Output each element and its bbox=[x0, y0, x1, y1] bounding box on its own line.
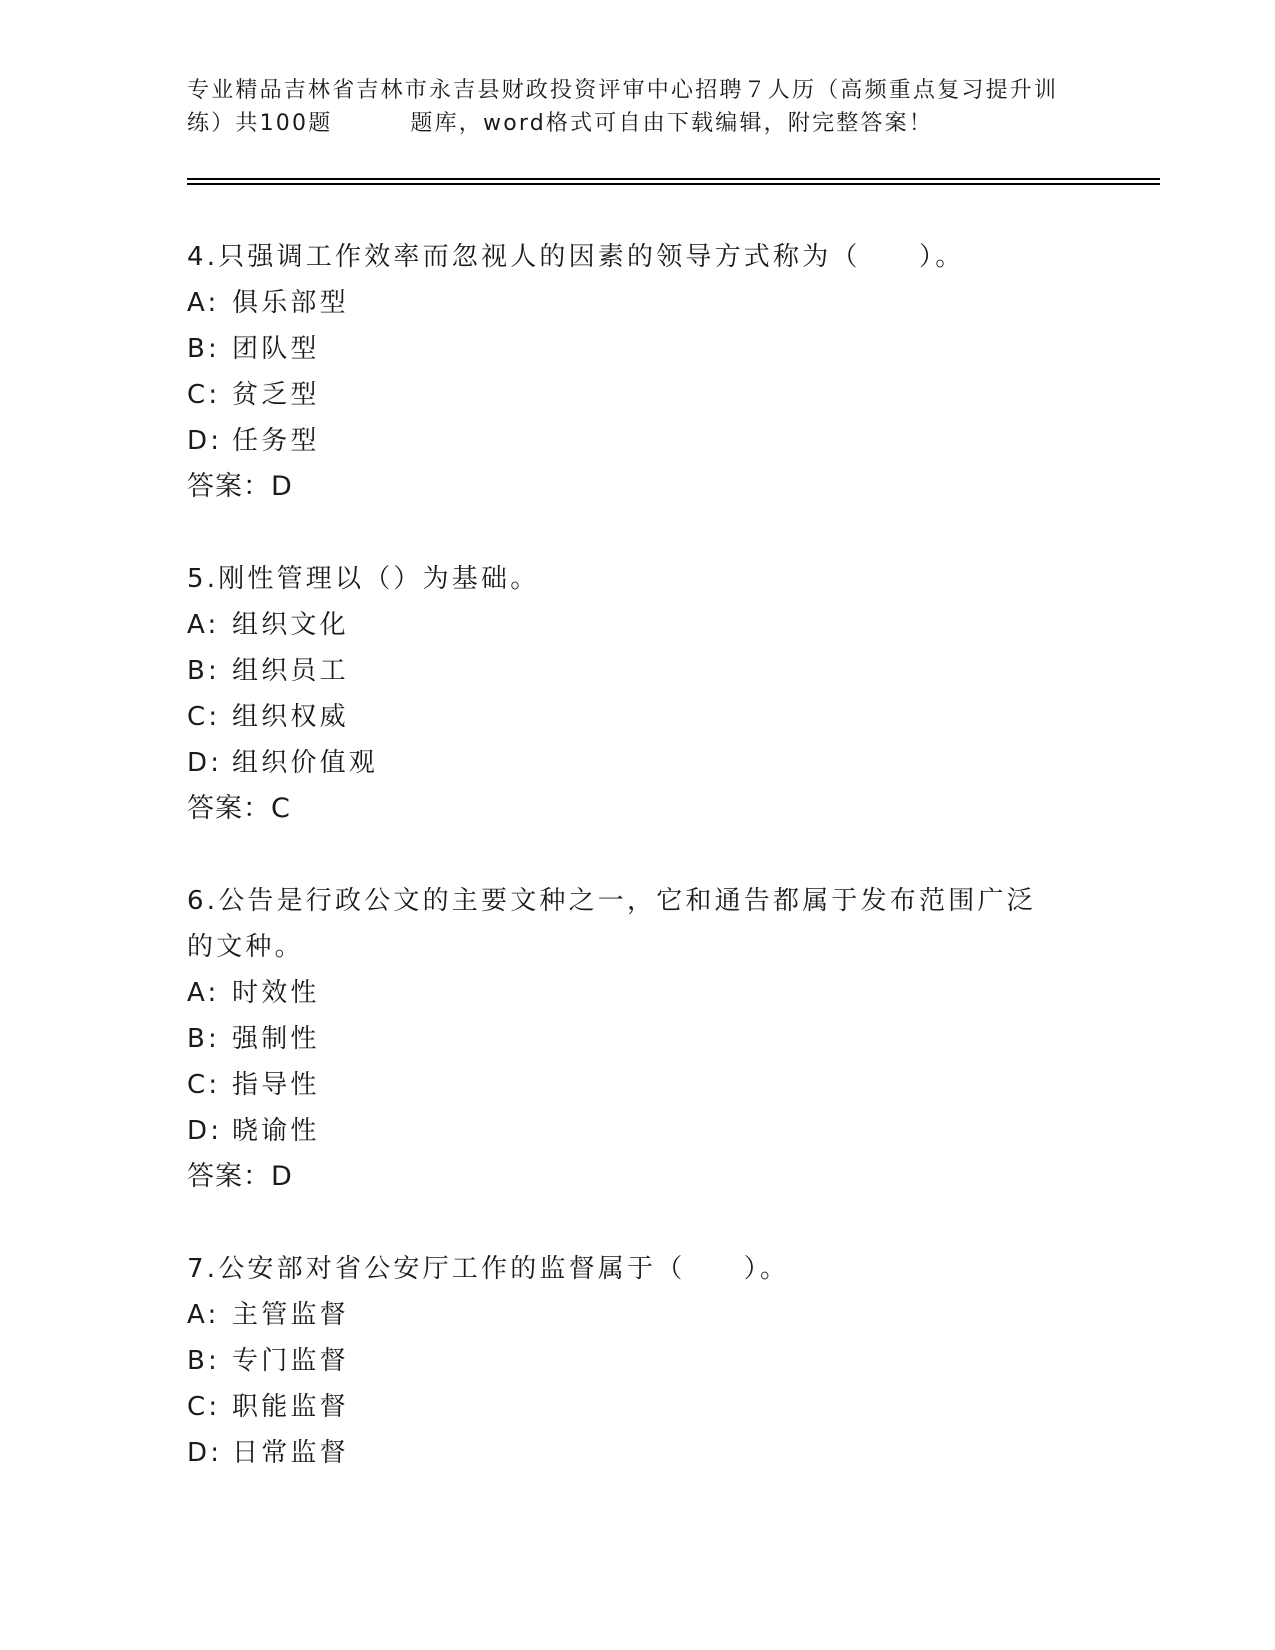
option-text: 主管监督 bbox=[232, 1300, 349, 1330]
option-c bbox=[187, 372, 1087, 418]
option-d bbox=[187, 1108, 1087, 1154]
question-4 bbox=[187, 234, 1087, 510]
option-c bbox=[187, 694, 1087, 740]
option-text: 专门监督 bbox=[232, 1346, 349, 1376]
question-7 bbox=[187, 1246, 1087, 1476]
answer-line: 答案：D bbox=[187, 471, 293, 502]
question-5 bbox=[187, 556, 1087, 832]
option-text: 组织文化 bbox=[232, 610, 349, 640]
header-line-1: 专业精品吉林省吉林市永吉县财政投资评审中心招聘７人历（高频重点复习提升训 bbox=[187, 78, 1059, 103]
option-text: 俱乐部型 bbox=[232, 288, 349, 318]
option-b bbox=[187, 326, 1087, 372]
option-letter: C: bbox=[187, 1392, 221, 1422]
option-text: 组织员工 bbox=[232, 656, 349, 686]
option-text: 职能监督 bbox=[232, 1392, 349, 1422]
question-text: 4.只强调工作效率而忽视人的因素的领导方式称为（ ）。 bbox=[187, 242, 965, 272]
option-text: 晓谕性 bbox=[232, 1116, 320, 1146]
header-line-2 bbox=[187, 107, 1087, 140]
option-a bbox=[187, 1292, 1087, 1338]
option-letter: A: bbox=[187, 978, 220, 1008]
option-text: 时效性 bbox=[232, 978, 320, 1008]
option-letter: B: bbox=[187, 1346, 220, 1376]
option-letter: D: bbox=[187, 748, 223, 778]
option-letter: B: bbox=[187, 334, 220, 364]
option-b bbox=[187, 1338, 1087, 1384]
option-a bbox=[187, 602, 1087, 648]
option-letter: A: bbox=[187, 1300, 220, 1330]
question-6 bbox=[187, 878, 1087, 1200]
option-letter: B: bbox=[187, 656, 220, 686]
answer-line: 答案：C bbox=[187, 793, 291, 824]
option-a bbox=[187, 970, 1087, 1016]
option-text: 团队型 bbox=[232, 334, 320, 364]
document-header bbox=[187, 74, 1087, 140]
option-text: 组织价值观 bbox=[232, 748, 379, 778]
header-line-2-part-1: 练）共100题 bbox=[187, 111, 333, 136]
question-list bbox=[187, 234, 1087, 1522]
option-b bbox=[187, 1016, 1087, 1062]
header-rule-top bbox=[187, 178, 1160, 180]
option-d bbox=[187, 1430, 1087, 1476]
question-text: 5.刚性管理以（）为基础。 bbox=[187, 564, 540, 594]
option-letter: C: bbox=[187, 1070, 221, 1100]
option-text: 日常监督 bbox=[232, 1438, 349, 1468]
option-text: 任务型 bbox=[232, 426, 320, 456]
question-text: 6.公告是行政公文的主要文种之一，它和通告都属于发布范围广泛的文种。 bbox=[187, 886, 1036, 962]
option-c bbox=[187, 1062, 1087, 1108]
option-letter: A: bbox=[187, 288, 220, 318]
answer-line: 答案：D bbox=[187, 1161, 293, 1192]
question-text: 7.公安部对省公安厅工作的监督属于（ ）。 bbox=[187, 1254, 790, 1284]
option-a bbox=[187, 280, 1087, 326]
option-text: 指导性 bbox=[232, 1070, 320, 1100]
option-letter: D: bbox=[187, 1116, 223, 1146]
option-letter: B: bbox=[187, 1024, 220, 1054]
option-c bbox=[187, 1384, 1087, 1430]
option-text: 贫乏型 bbox=[232, 380, 320, 410]
option-letter: D: bbox=[187, 426, 223, 456]
option-text: 组织权威 bbox=[232, 702, 349, 732]
option-d bbox=[187, 740, 1087, 786]
option-letter: A: bbox=[187, 610, 220, 640]
option-text: 强制性 bbox=[232, 1024, 320, 1054]
option-letter: D: bbox=[187, 1438, 223, 1468]
option-letter: C: bbox=[187, 702, 221, 732]
option-d bbox=[187, 418, 1087, 464]
header-rule-bottom bbox=[187, 183, 1160, 185]
option-letter: C: bbox=[187, 380, 221, 410]
option-b bbox=[187, 648, 1087, 694]
header-line-2-part-2: 题库，word格式可自由下载编辑，附完整答案！ bbox=[410, 111, 934, 136]
